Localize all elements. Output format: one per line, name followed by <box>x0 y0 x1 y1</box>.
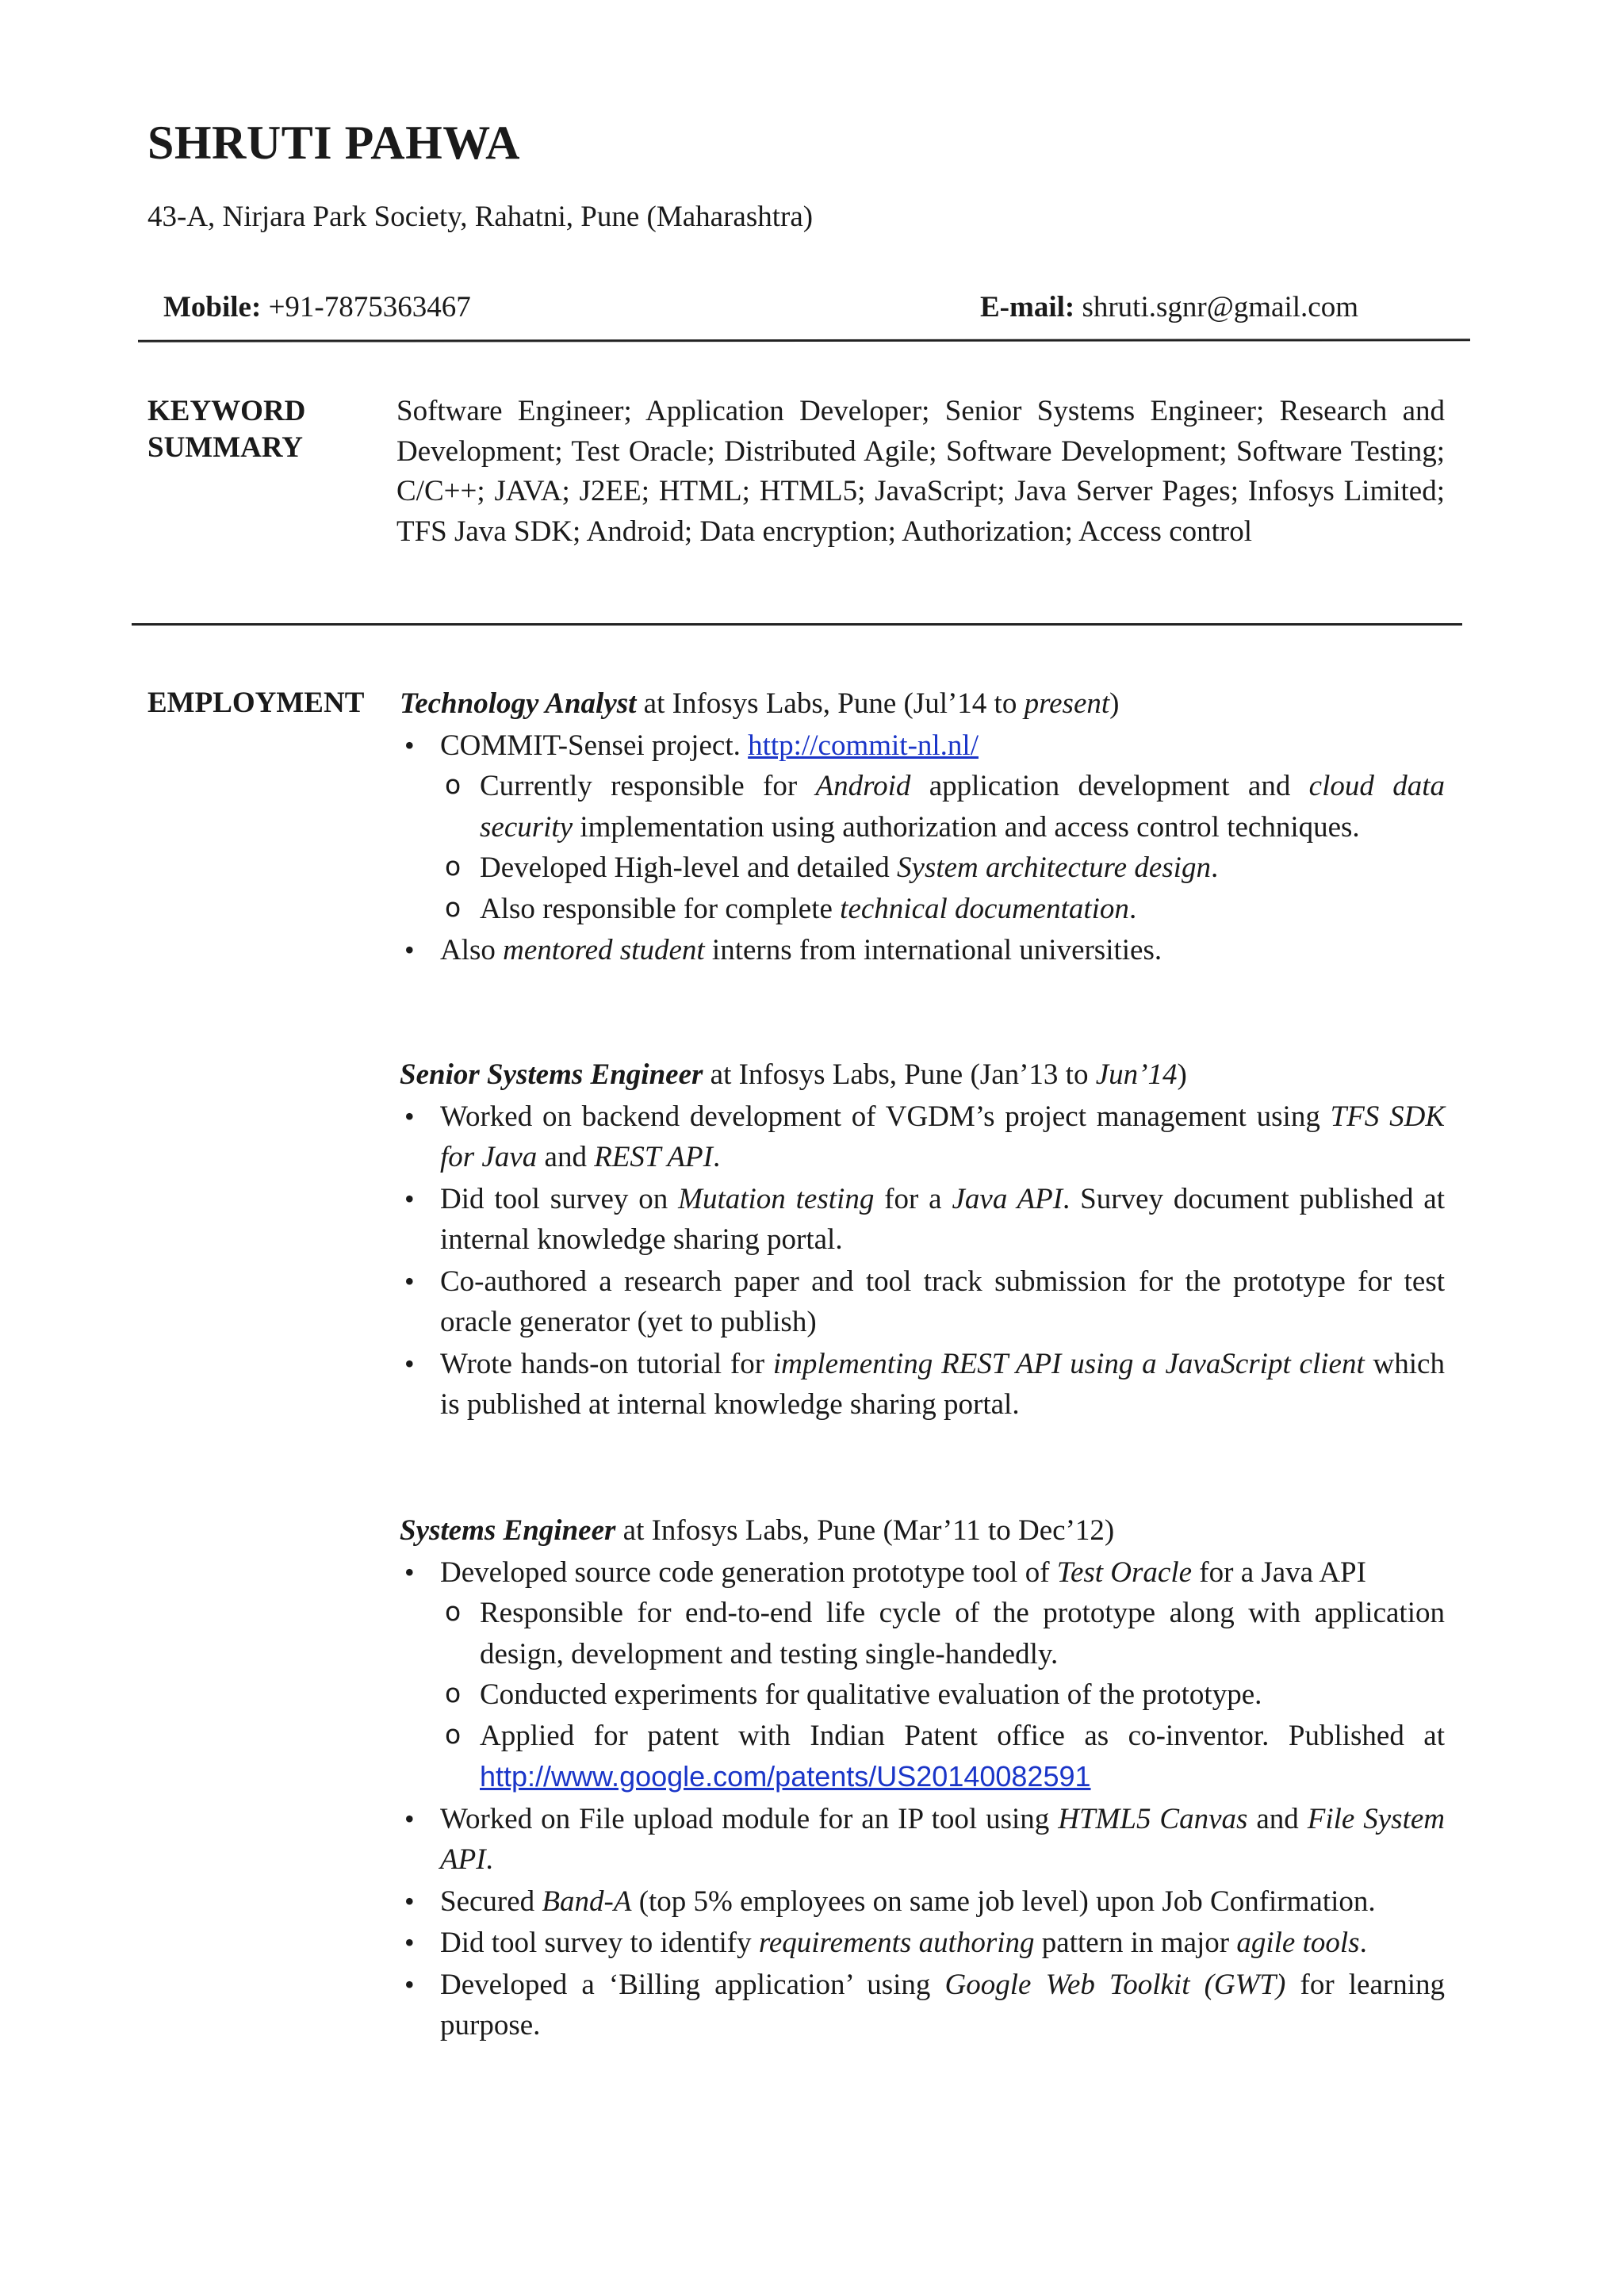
keyword-label-line1: KEYWORD <box>147 395 306 427</box>
mobile-contact <box>163 290 471 324</box>
job-employer: at Infosys Labs, Pune (Jan’13 to <box>703 1058 1096 1091</box>
text-run: Responsible for end-to-end life cycle of the prototype along with application design, development and testing single-handedly. <box>480 1597 1445 1670</box>
job-systems-engineer <box>400 1510 1445 2046</box>
list-item <box>440 1674 1445 1716</box>
list-item <box>400 1261 1445 1343</box>
keyword-summary-label <box>147 393 354 466</box>
job-title <box>400 1054 1445 1096</box>
list-item <box>440 889 1445 930</box>
job-employer: at Infosys Labs, Pune (Mar’11 to Dec’12) <box>615 1514 1115 1547</box>
sub-bullets <box>440 1593 1445 1798</box>
list-item <box>440 1716 1445 1798</box>
candidate-name: SHRUTI PAHWA <box>147 117 520 169</box>
text-run: Google Web Toolkit (GWT) <box>944 1968 1286 2001</box>
sub-bullets <box>440 766 1445 929</box>
text-run: Java API <box>952 1182 1063 1215</box>
text-run: interns from international universities. <box>704 934 1162 966</box>
text-run: Applied for patent with Indian Patent office as co-inventor. Published at <box>480 1719 1445 1752</box>
text-run: Android <box>815 770 911 802</box>
text-run: Developed source code generation prototype tool of <box>440 1556 1057 1589</box>
commit-link[interactable]: http://commit-nl.nl/ <box>748 729 979 762</box>
list-item <box>400 1881 1445 1923</box>
text-run: Co-authored a research paper and tool track submission for the prototype for test oracle generator (yet to publish) <box>440 1265 1445 1338</box>
list-item <box>400 725 1445 930</box>
list-item <box>400 1344 1445 1425</box>
text-run: application development and <box>910 770 1309 802</box>
employment-label: EMPLOYMENT <box>147 687 365 719</box>
text-run: implementing REST API using a JavaScript client <box>772 1347 1365 1380</box>
text-run: System architecture design <box>897 851 1211 884</box>
email-value: shruti.sgnr@gmail.com <box>1082 291 1358 323</box>
text-run: . <box>1210 851 1219 884</box>
text-run: Band-A <box>542 1885 632 1918</box>
text-run: Also responsible for complete <box>480 892 841 925</box>
text-run: technical documentation <box>840 892 1129 925</box>
text-run: requirements authoring <box>758 1927 1035 1959</box>
list-item <box>400 1552 1445 1798</box>
job-bullets <box>400 725 1445 971</box>
job-bullets <box>400 1552 1445 2046</box>
text-run: . <box>1128 892 1137 925</box>
job-role: Technology Analyst <box>400 687 637 720</box>
job-role: Senior Systems Engineer <box>400 1058 703 1091</box>
text-run: Did tool survey to identify <box>440 1927 759 1959</box>
header-divider <box>138 339 1470 342</box>
text-run: mentored student <box>503 934 705 966</box>
text-run: Conducted experiments for qualitative evaluation of the prototype. <box>480 1678 1262 1711</box>
text-run: Currently responsible for <box>480 770 816 802</box>
list-item <box>400 1096 1445 1178</box>
text-run: for a <box>874 1182 952 1215</box>
text-run: (top 5% employees on same job level) upon Job Confirmation. <box>631 1885 1376 1918</box>
text-run: for learning purpose. <box>440 1968 1445 2042</box>
job-title-close: ) <box>1109 687 1120 720</box>
job-title <box>400 683 1445 725</box>
list-item <box>440 848 1445 889</box>
text-run: and <box>537 1141 595 1173</box>
keyword-label-line2: SUMMARY <box>147 431 304 464</box>
patent-link[interactable]: http://www.google.com/patents/US20140082591 <box>480 1760 1091 1793</box>
text-run: Worked on File upload module for an IP tool using <box>440 1802 1059 1835</box>
text-run: Worked on backend development of VGDM’s project management using <box>440 1100 1331 1133</box>
list-item <box>400 1965 1445 2046</box>
keywords-divider <box>132 623 1462 626</box>
bullet-text: COMMIT-Sensei project. <box>440 729 749 762</box>
address: 43-A, Nirjara Park Society, Rahatni, Pune (Maharashtra) <box>147 201 814 233</box>
text-run: Developed High-level and detailed <box>480 851 898 884</box>
text-run: HTML5 Canvas <box>1058 1802 1248 1835</box>
job-end: present <box>1024 687 1110 720</box>
text-run: . <box>712 1141 721 1173</box>
text-run: and <box>1247 1802 1308 1835</box>
text-run: Mutation testing <box>678 1182 875 1215</box>
text-run: Wrote hands-on tutorial for <box>440 1347 773 1380</box>
list-item <box>440 1593 1445 1674</box>
job-senior-systems-engineer <box>400 1054 1445 1425</box>
text-run: cloud data security <box>480 770 1445 844</box>
job-technology-analyst <box>400 683 1445 971</box>
job-title <box>400 1510 1445 1552</box>
list-item <box>440 766 1445 848</box>
text-run: File System API <box>440 1802 1446 1876</box>
text-run: which is published at internal knowledge sharing portal. <box>440 1347 1445 1421</box>
keyword-summary-text: Software Engineer; Application Developer; Senior Systems Engineer; Research and Development; Test Oracle; Distributed Agile; Software Development; Software Testing; C/C++; JAVA; J2EE; HTML; HTML5; JavaScript; Java Server Pages; Infosys Limited; TFS Java SDK; Android; Data encryption; Authorization; Access control <box>396 395 1445 548</box>
job-role: Systems Engineer <box>400 1514 616 1547</box>
mobile-label: Mobile: <box>163 291 262 323</box>
list-item <box>400 1799 1445 1881</box>
text-run: implementation using authorization and access control techniques. <box>573 810 1360 844</box>
text-run: Test Oracle <box>1056 1556 1193 1589</box>
text-run: Also <box>440 934 504 966</box>
mobile-value: +91-7875363467 <box>268 291 471 323</box>
job-end: Jun’14 <box>1095 1058 1178 1091</box>
job-employer: at Infosys Labs, Pune (Jul’14 to <box>636 687 1025 720</box>
text-run: agile tools <box>1236 1927 1360 1959</box>
text-run: Did tool survey on <box>440 1182 679 1215</box>
text-run: REST API <box>594 1141 713 1173</box>
text-run: . <box>485 1843 493 1876</box>
text-run: for a Java API <box>1192 1556 1366 1589</box>
job-title-close: ) <box>1177 1058 1187 1091</box>
text-run: . Survey document published at internal knowledge sharing portal. <box>440 1182 1446 1256</box>
email-label: E-mail: <box>980 291 1075 323</box>
text-run: TFS SDK for Java <box>440 1100 1446 1173</box>
list-item <box>400 1179 1445 1261</box>
text-run: . <box>1359 1927 1367 1959</box>
text-run: Developed a ‘Billing application’ using <box>440 1968 945 2001</box>
list-item <box>400 1923 1445 1964</box>
text-run: pattern in major <box>1034 1927 1237 1959</box>
text-run: Secured <box>440 1885 542 1918</box>
job-bullets <box>400 1096 1445 1425</box>
email-contact <box>980 290 1358 324</box>
list-item <box>400 930 1445 971</box>
